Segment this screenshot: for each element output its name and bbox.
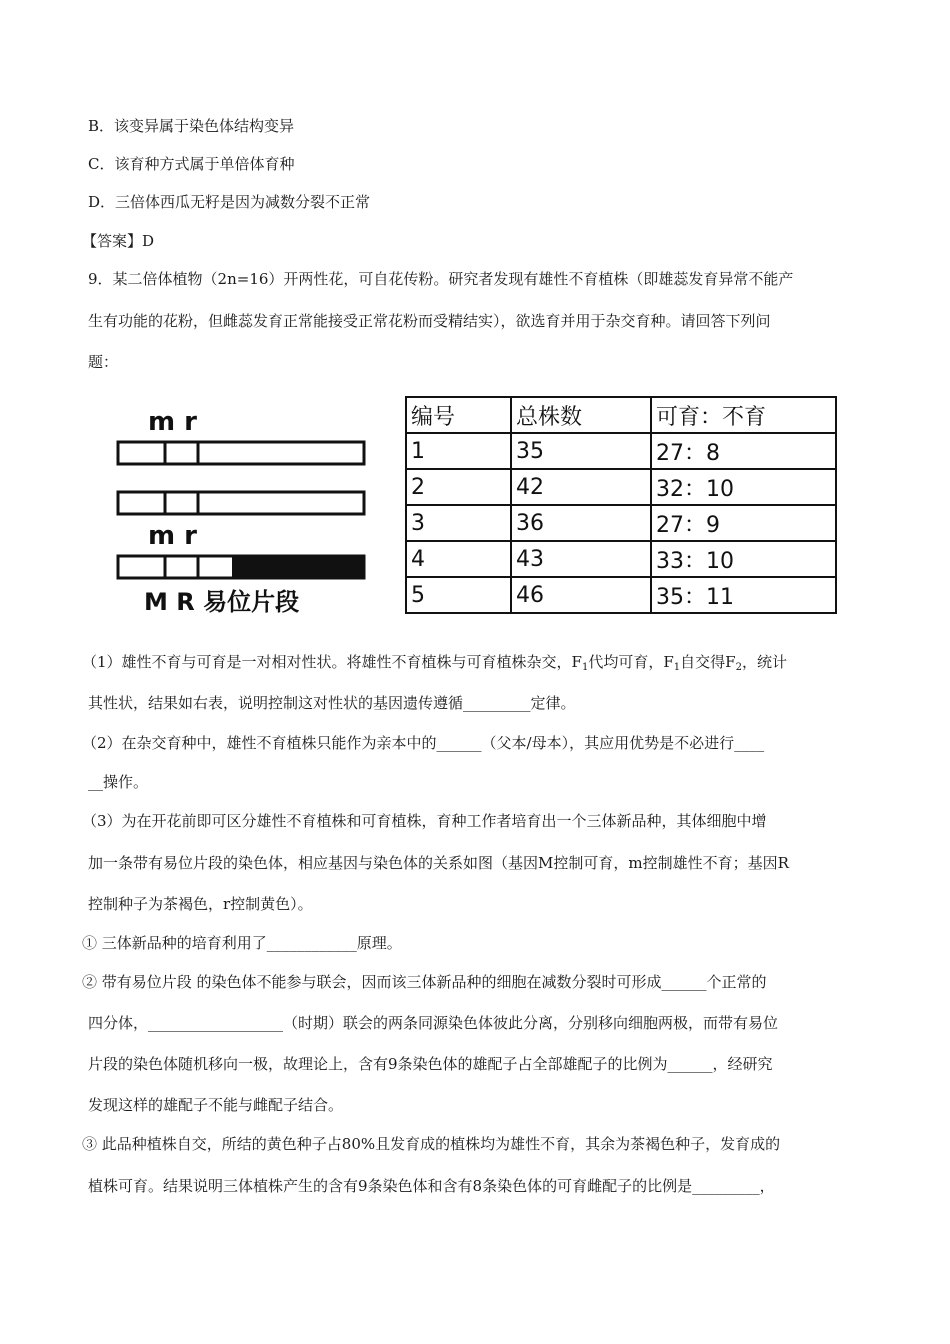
table-cell: 1 xyxy=(406,433,511,469)
table-row xyxy=(406,433,836,469)
option-c: C．该育种方式属于单倍体育种 xyxy=(88,155,295,173)
subq-1: ① 三体新品种的培育利用了____________原理。 xyxy=(82,934,402,952)
table-row xyxy=(406,505,836,541)
table-cell: 35：11 xyxy=(651,577,836,613)
subq-2-line-4: 发现这样的雄配子不能与雌配子结合。 xyxy=(88,1096,344,1114)
table-cell: 36 xyxy=(511,505,651,541)
chromosome-diagram xyxy=(114,404,374,618)
part-3-line-1: （3）为在开花前即可区分雄性不育植株和可育植株，育种工作者培育出一个三体新品种，其体细胞中增 xyxy=(82,812,767,830)
header-cell: 总株数 xyxy=(511,397,651,433)
table-cell: 3 xyxy=(406,505,511,541)
label-bottom: M R 易位片段 xyxy=(144,588,300,616)
table-row xyxy=(406,469,836,505)
part-1-line-1: （1）雄性不育与可育是一对相对性状。将雄性不育植株与可育植株杂交，$F_1$代均可育，$F_1$自交得$F_2$，统计 xyxy=(82,653,787,673)
question-9-line-1: 9．某二倍体植物（2n=16）开两性花，可自花传粉。研究者发现有雄性不育植株（即雄蕊发育异常不能产 xyxy=(88,270,794,288)
table-cell: 5 xyxy=(406,577,511,613)
header-cell: 可育：不育 xyxy=(651,397,836,433)
table-cell: 33：10 xyxy=(651,541,836,577)
table-cell: 32：10 xyxy=(651,469,836,505)
table-cell: 35 xyxy=(511,433,651,469)
table-row xyxy=(406,541,836,577)
chromosome-2 xyxy=(118,492,364,514)
subq-2-line-3: 片段的染色体随机移向一极，故理论上，含有9条染色体的雄配子占全部雄配子的比例为______，经研究 xyxy=(88,1055,773,1073)
table-cell: 27：9 xyxy=(651,505,836,541)
table-cell: 46 xyxy=(511,577,651,613)
data-table xyxy=(405,396,837,614)
chromosome-translocation xyxy=(118,556,364,578)
part-2-line-2: __操作。 xyxy=(88,773,149,791)
label-top: m r xyxy=(148,407,197,437)
part-3-line-3: 控制种子为茶褐色，r控制黄色）。 xyxy=(88,895,313,913)
part-2-line-1: （2）在杂交育种中，雄性不育植株只能作为亲本中的______（父本/母本），其应用优势是不必进行____ xyxy=(82,734,765,752)
part-3-line-2: 加一条带有易位片段的染色体，相应基因与染色体的关系如图（基因M控制可育，m控制雄性不育；基因R xyxy=(88,854,789,872)
table-cell: 43 xyxy=(511,541,651,577)
chromosome-1 xyxy=(118,442,364,464)
part-1-line-2: 其性状，结果如右表，说明控制这对性状的基因遗传遵循_________定律。 xyxy=(88,694,576,712)
question-9-line-2: 生有功能的花粉，但雌蕊发育正常能接受正常花粉而受精结实），欲选育并用于杂交育种。请回答下列问 xyxy=(88,312,771,330)
answer-line: 【答案】D xyxy=(82,232,155,250)
subq-3-line-2: 植株可育。结果说明三体植株产生的含有9条染色体和含有8条染色体的可育雌配子的比例是_________， xyxy=(88,1177,775,1195)
option-b: B．该变异属于染色体结构变异 xyxy=(88,117,295,135)
subq-3-line-1: ③ 此品种植株自交，所结的黄色种子占80%且发育成的植株均为雄性不育，其余为茶褐色种子，发育成的 xyxy=(82,1135,781,1153)
table-cell: 27：8 xyxy=(651,433,836,469)
table-row xyxy=(406,577,836,613)
table-header-row xyxy=(406,397,836,433)
option-d: D．三倍体西瓜无籽是因为减数分裂不正常 xyxy=(88,193,371,211)
question-9-line-3: 题： xyxy=(88,353,119,371)
label-mid: m r xyxy=(148,521,197,551)
table-cell: 2 xyxy=(406,469,511,505)
subq-2-line-1: ② 带有易位片段 的染色体不能参与联会，因而该三体新品种的细胞在减数分裂时可形成______个正常的 xyxy=(82,973,767,991)
header-cell: 编号 xyxy=(406,397,511,433)
table-cell: 4 xyxy=(406,541,511,577)
subq-2-line-2: 四分体，__________________（时期）联会的两条同源染色体彼此分离，分别移向细胞两极，而带有易位 xyxy=(88,1014,779,1032)
table-cell: 42 xyxy=(511,469,651,505)
